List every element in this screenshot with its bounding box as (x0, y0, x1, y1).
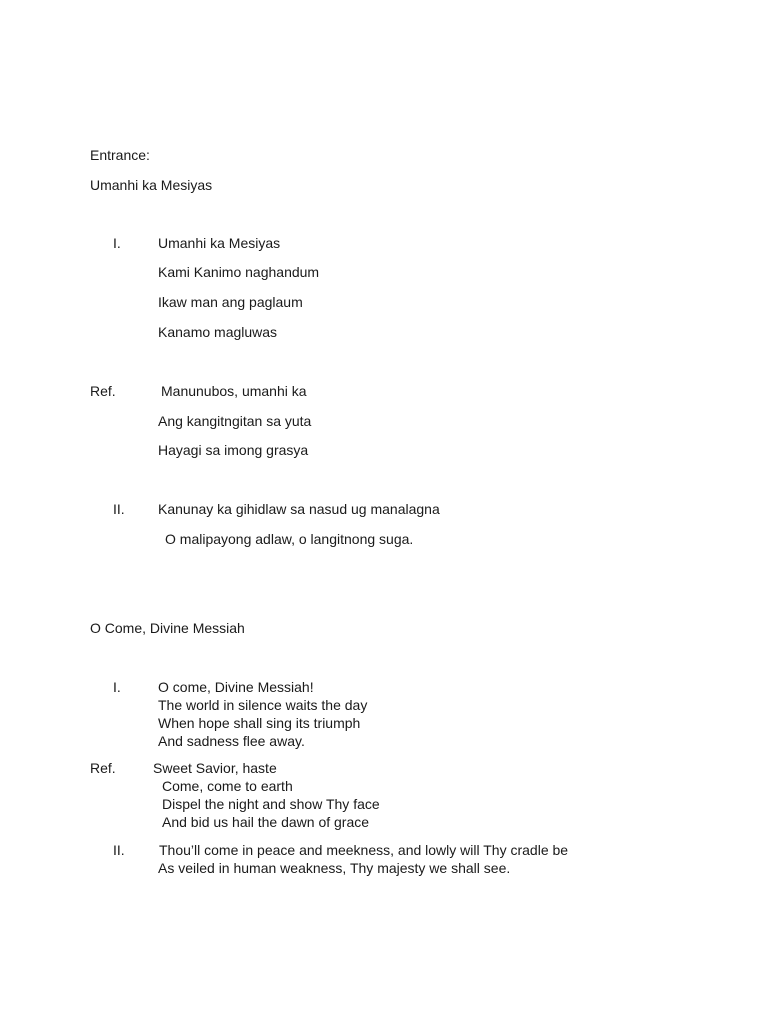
lyric-line: As veiled in human weakness, Thy majesty we shall see. (158, 860, 511, 876)
verse-marker: I. (113, 235, 121, 251)
lyric-line: O malipayong adlaw, o langitnong suga. (165, 531, 414, 547)
verse-marker: II. (113, 842, 125, 858)
verse-marker: I. (113, 679, 121, 695)
lyric-line: Hayagi sa imong grasya (158, 442, 309, 458)
song-title: O Come, Divine Messiah (90, 620, 245, 636)
refrain-marker: Ref. (90, 760, 116, 776)
lyric-line: O come, Divine Messiah! (158, 679, 314, 695)
lyric-line: Come, come to earth (162, 778, 293, 794)
lyric-line: Dispel the night and show Thy face (162, 796, 380, 812)
lyric-line: Ang kangitngitan sa yuta (158, 413, 312, 429)
entrance-label: Entrance: (90, 147, 150, 163)
lyric-line: Kami Kanimo naghandum (158, 264, 320, 280)
lyric-line: And bid us hail the dawn of grace (162, 814, 370, 830)
song-title: Umanhi ka Mesiyas (90, 177, 213, 193)
lyric-line: When hope shall sing its triumph (158, 715, 361, 731)
lyric-line: Ikaw man ang paglaum (158, 294, 303, 310)
lyric-line: Manunubos, umanhi ka (161, 383, 307, 399)
lyric-line: Sweet Savior, haste (153, 760, 277, 776)
verse-marker: II. (113, 501, 125, 517)
lyric-line: Umanhi ka Mesiyas (158, 235, 281, 251)
lyric-line: And sadness flee away. (158, 733, 305, 749)
lyric-line: The world in silence waits the day (158, 697, 368, 713)
lyric-line: Kanunay ka gihidlaw sa nasud ug manalagna (158, 501, 440, 517)
lyric-line: Kanamo magluwas (158, 324, 278, 340)
refrain-marker: Ref. (90, 383, 116, 399)
lyric-line: Thou’ll come in peace and meekness, and lowly will Thy cradle be (159, 842, 569, 858)
